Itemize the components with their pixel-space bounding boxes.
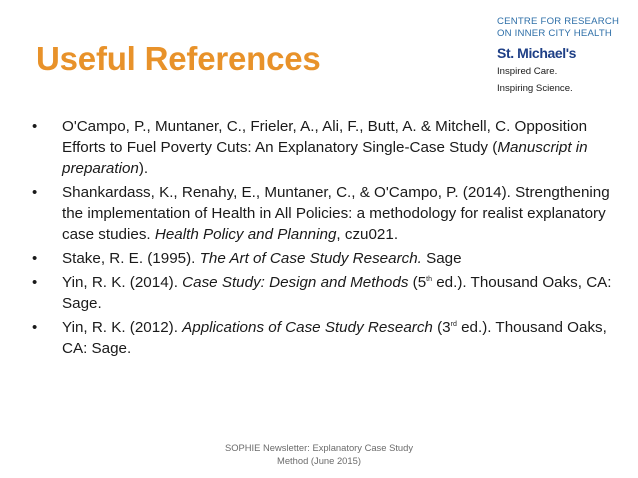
reference-text	[62, 116, 617, 179]
reference-authors: Yin, R. K. (2014).	[62, 274, 183, 291]
reference-tail: ).	[138, 160, 149, 177]
reference-authors: Stake, R. E. (1995).	[62, 250, 200, 267]
reference-item	[32, 248, 617, 269]
bullet-icon: •	[32, 118, 38, 135]
reference-italic: Manuscript in preparation	[62, 139, 588, 177]
ordinal-suffix: rd	[450, 321, 457, 328]
reference-tail: ed.). Thousand Oaks, CA: Sage.	[62, 319, 607, 357]
reference-italic: Health Policy and Planning	[154, 226, 337, 243]
logo-org-line-1: CENTRE FOR RESEARCH	[497, 16, 620, 27]
logo-org-line-2: ON INNER CITY HEALTH	[497, 28, 613, 39]
reference-italic: The Art of Case Study Research.	[199, 250, 422, 267]
logo-brand: St. Michael's	[497, 45, 577, 61]
reference-edition: (5	[408, 274, 427, 291]
bullet-icon: •	[32, 319, 38, 336]
reference-item	[32, 317, 617, 359]
reference-tail: , czu021.	[336, 226, 399, 243]
bullet-icon: •	[32, 184, 38, 201]
reference-item	[32, 182, 617, 245]
reference-tail: Sage	[421, 250, 462, 267]
reference-item	[32, 116, 617, 179]
ordinal-suffix: th	[426, 276, 432, 283]
slide-footer	[200, 441, 438, 467]
reference-italic: Applications of Case Study Research	[182, 319, 433, 336]
footer-line-1: SOPHIE Newsletter: Explanatory Case Study	[224, 442, 414, 453]
reference-text	[62, 182, 617, 245]
reference-item	[32, 272, 617, 314]
reference-text	[62, 317, 617, 359]
reference-list	[32, 116, 617, 362]
reference-edition: (3	[432, 319, 451, 336]
reference-italic: Case Study: Design and Methods	[182, 274, 409, 291]
bullet-icon: •	[32, 250, 38, 267]
logo-tagline-1: Inspired Care.	[497, 66, 558, 77]
bullet-icon: •	[32, 274, 38, 291]
reference-text	[62, 272, 617, 314]
slide-title: Useful References	[36, 40, 321, 77]
reference-authors: Shankardass, K., Renahy, E., Muntaner, C., & O'Campo, P. (2014). Strengthening the implementation of Health in All Policies: a methodology for realist explanatory case studies.	[62, 184, 610, 243]
reference-authors: Yin, R. K. (2012).	[62, 319, 183, 336]
logo-tagline-2: Inspiring Science.	[497, 83, 573, 94]
reference-text	[62, 248, 617, 269]
reference-tail: ed.). Thousand Oaks, CA: Sage.	[62, 274, 612, 312]
reference-authors: O'Campo, P., Muntaner, C., Frieler, A., Ali, F., Butt, A. & Mitchell, C. Opposition Efforts to Fuel Poverty Cuts: An Explanatory Single-Case Study (	[62, 118, 588, 156]
crich-st-michaels-logo	[497, 16, 627, 95]
footer-line-2: Method (June 2015)	[277, 455, 361, 466]
